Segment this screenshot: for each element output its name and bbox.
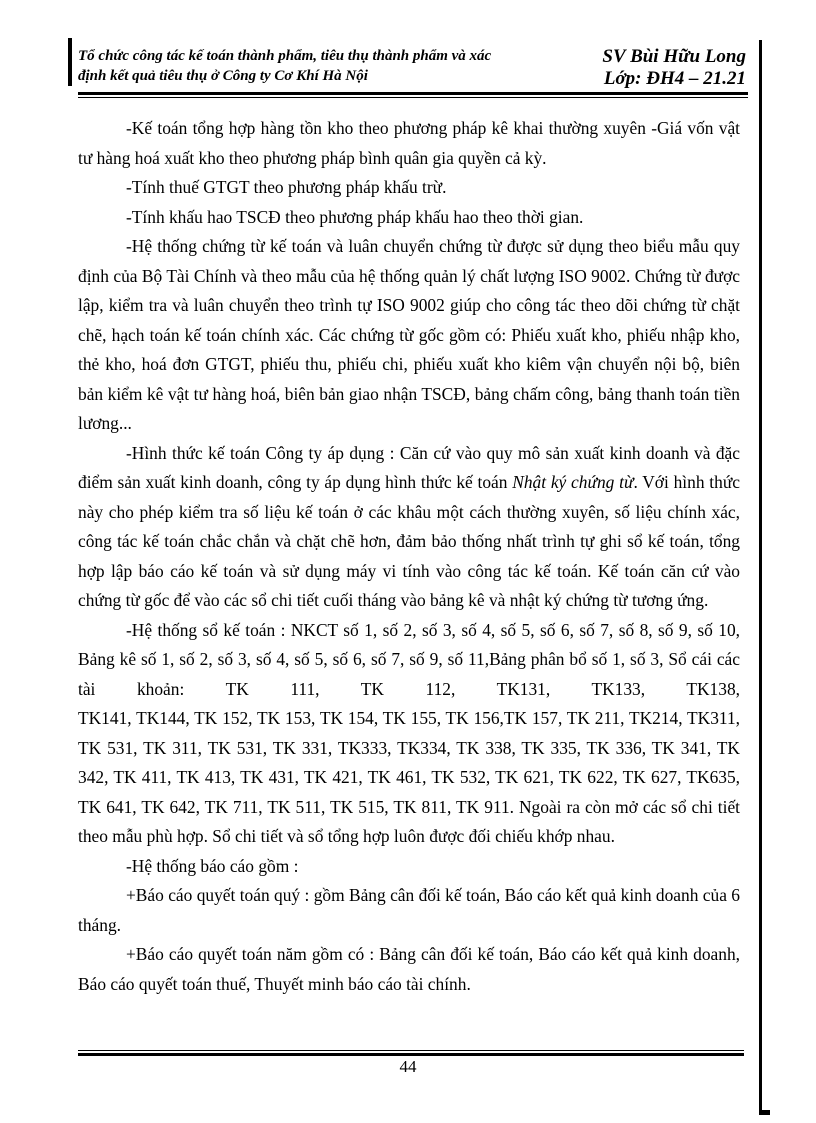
footer-rule-thick xyxy=(78,1053,744,1056)
paragraph-ledger-accounts: TK141, TK144, TK 152, TK 153, TK 154, TK 155, TK 156,TK 157, TK 211, TK214, TK311, TK 531, TK 311, TK 531, TK 331, TK333, TK334, TK 338, TK 335, TK 336, TK 341, TK 342, TK 411, TK 413, TK 431, TK 421, TK 461, TK 532, TK 621, TK 622, TK 627, TK635, TK 641, TK 642, TK 711, TK 511, TK 515, TK 811, TK 911. Ngoài ra còn mở các sổ chi tiết theo mẫu phù hợp. Sổ chi tiết và sổ tổng hợp luôn được đối chiếu khớp nhau. xyxy=(78,708,740,846)
footer-rule-thin xyxy=(78,1050,744,1051)
paragraph-accounting-form-italic: Nhật ký chứng từ xyxy=(512,472,634,492)
paragraph-accounting-form-end: . Với hình thức này cho phép kiểm tra số liệu kế toán ở các khâu một cách thường xuyên, số liệu chính xác, công tác kế toán chắc chắn và chặt chẽ hơn, đảm bảo thống nhất trình tự ghi sổ kế toán, tổng hợp lập báo cáo kế toán và sử dụng máy vi tính vào công tác kế toán. Kế toán căn cứ vào chứng từ gốc để vào các sổ chi tiết cuối tháng vào bảng kê và nhật ký chứng từ tương ứng. xyxy=(78,472,740,610)
body-text xyxy=(78,114,740,999)
header-title-line2: định kết quả tiêu thụ ở Công ty Cơ Khí Hà Nội xyxy=(78,68,368,84)
paragraph-inventory-method: -Kế toán tổng hợp hàng tồn kho theo phương pháp kê khai thường xuyên -Giá vốn vật tư hàng hoá xuất kho theo phương pháp bình quân gia quyền cả kỳ. xyxy=(78,118,740,168)
page-header xyxy=(78,46,750,88)
border-line-right xyxy=(759,40,762,1115)
paragraph-accounting-form-start: -Hình thức kế toán Công ty áp dụng : Căn cứ vào quy mô sản xuất kinh doanh và đặc điểm sản xuất kinh doanh, công ty áp dụng hình thức kế toán xyxy=(78,442,740,492)
paragraph-quarterly-report: +Báo cáo quyết toán quý : gồm Bảng cân đối kế toán, Báo cáo kết quả kinh doanh của 6 tháng. xyxy=(78,885,740,935)
paragraph-reports-heading: -Hệ thống báo cáo gồm : xyxy=(126,855,299,876)
paragraph-annual-report: +Báo cáo quyết toán năm gồm có : Bảng cân đối kế toán, Báo cáo kết quả kinh doanh, Báo cáo quyết toán thuế, Thuyết minh báo cáo tài chính. xyxy=(78,944,740,994)
page-number: 44 xyxy=(399,1057,417,1076)
header-title xyxy=(78,46,558,86)
border-mark-top-left xyxy=(68,38,72,86)
paragraph-depreciation: -Tính khấu hao TSCĐ theo phương pháp khấu hao theo thời gian. xyxy=(126,206,584,227)
header-author: SV Bùi Hữu Long xyxy=(602,46,746,67)
paragraph-vat: -Tính thuế GTGT theo phương pháp khấu trừ. xyxy=(126,177,447,197)
border-mark-bottom-right xyxy=(762,1110,770,1115)
header-author-block xyxy=(566,46,746,90)
paragraph-ledgers: -Hệ thống sổ kế toán : NKCT số 1, số 2, số 3, số 4, số 5, số 6, số 7, số 8, số 9, số 10, Bảng kê số 1, số 2, số 3, số 4, số 5, số 6, số 7, số 9, số 11,Bảng phân bổ số 1, số 3, Sổ cái các tài khoản: TK 111, TK 112, TK131, TK133, TK138, xyxy=(78,619,740,699)
header-class: Lớp: ĐH4 – 21.21 xyxy=(603,68,746,89)
paragraph-accounting-form xyxy=(78,439,740,616)
header-title-line1: Tổ chức công tác kế toán thành phẩm, tiêu thụ thành phẩm và xác xyxy=(78,48,492,64)
paragraph-documents: -Hệ thống chứng từ kế toán và luân chuyển chứng từ được sử dụng theo biểu mẫu quy định của Bộ Tài Chính và theo mẫu của hệ thống quản lý chất lượng ISO 9002. Chứng từ được lập, kiểm tra và luân chuyển theo trình tự ISO 9002 giúp cho công tác theo dõi chứng từ chặt chẽ, hạch toán kế toán chính xác. Các chứng từ gốc gồm có: Phiếu xuất kho, phiếu nhập kho, thẻ kho, hoá đơn GTGT, phiếu thu, phiếu chi, phiếu xuất kho kiêm vận chuyển nội bộ, biên bản kiểm kê vật tư hàng hoá, biên bản giao nhận TSCĐ, bảng chấm công, bảng thanh toán tiền lương... xyxy=(78,236,740,433)
header-rule-thin xyxy=(78,97,748,98)
header-rule-thick xyxy=(78,92,748,95)
